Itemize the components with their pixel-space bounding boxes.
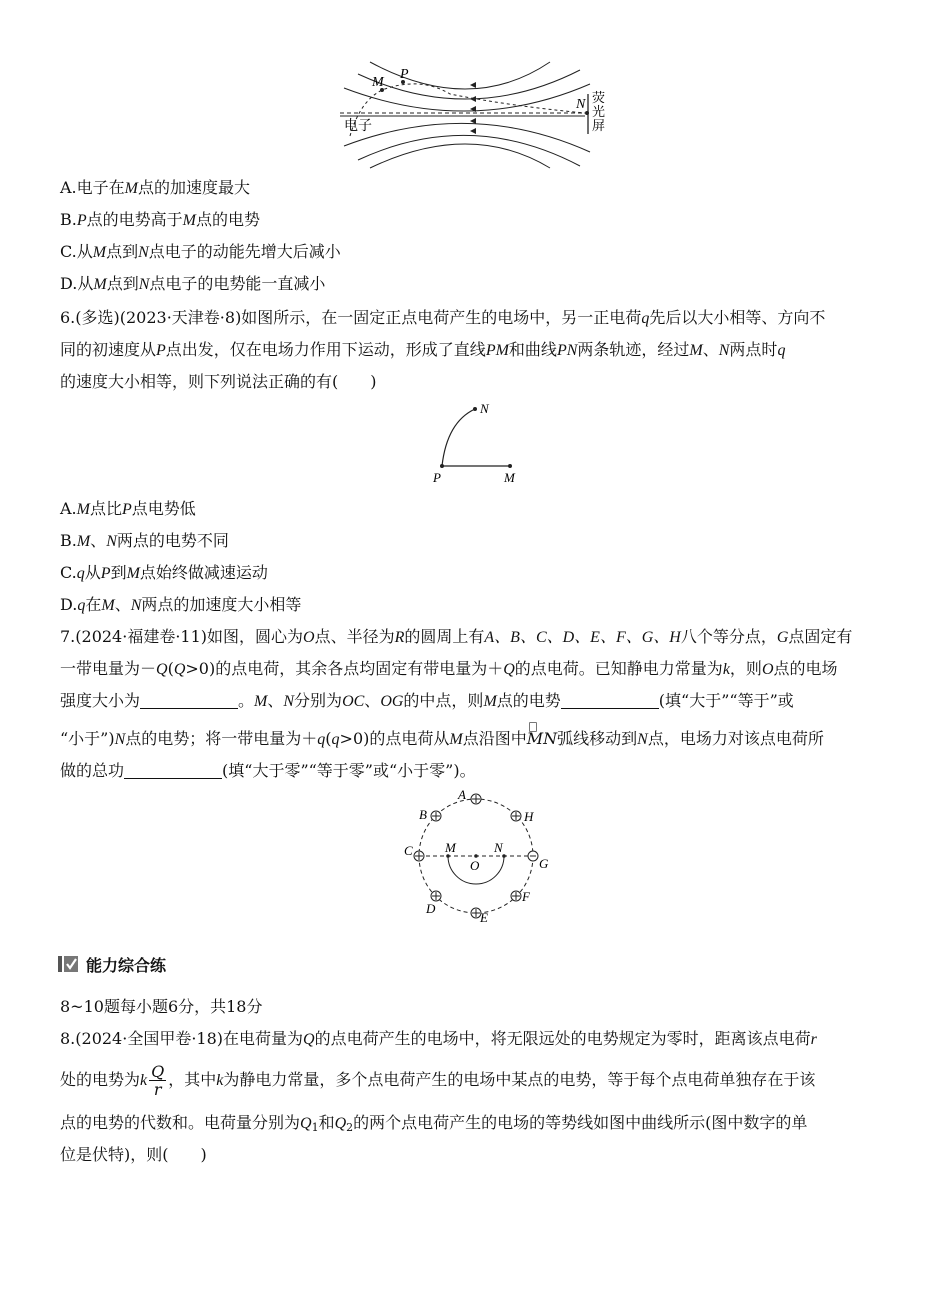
q7-blank-1[interactable] xyxy=(140,690,238,709)
q7-fig-label-M: M xyxy=(445,840,456,855)
score-line: 8~10题每小题6分，共18分 xyxy=(60,997,263,1016)
q7-stem-line-3: 强度大小为 。M、N分别为OC、OG的中点，则M点的电势 (填“大于”“等于”或 xyxy=(60,691,794,710)
fraction-q-over-r: $\frac{Q}{r}$ xyxy=(151,1062,165,1099)
q6-stem-line-1: 6.(多选)(2023·天津卷·8)如图所示，在一固定正点电荷产生的电场中，另一正电荷q先后以大小相等、方向不 xyxy=(60,308,826,327)
q5-option-c: C.从M点到N点电子的动能先增大后减小 xyxy=(60,242,341,261)
q6-stem-line-3: 的速度大小相等，则下列说法正确的有( ) xyxy=(60,372,377,391)
q6-option-b: B.M、N两点的电势不同 xyxy=(60,531,229,550)
q7-fig-label-E: E xyxy=(480,910,488,925)
q5-option-d: D.从M点到N点电子的电势能一直减小 xyxy=(60,274,326,293)
q6-fig-label-M: M xyxy=(504,470,515,485)
q7-fig-label-H: H xyxy=(524,809,534,824)
q7-blank-3[interactable] xyxy=(124,760,222,779)
figure-electron-field xyxy=(330,56,620,168)
q6-stem-line-2: 同的初速度从P点出发，仅在电场力作用下运动，形成了直线PM和曲线PN两条轨迹，经过M、N两点时q xyxy=(60,340,786,359)
q7-fig-label-B: B xyxy=(419,807,427,822)
q7-fig-label-A: A xyxy=(458,787,466,802)
q7-fig-label-G: G xyxy=(539,856,549,871)
fig1-label-P: P xyxy=(400,67,409,82)
fig1-label-screen-3: 屏 xyxy=(592,118,606,133)
q8-stem-line-4: 位是伏特)，则( ) xyxy=(60,1145,207,1164)
fig1-label-M: M xyxy=(372,75,384,90)
q6-fig-label-N: N xyxy=(480,401,489,416)
q6-fig-label-P: P xyxy=(433,470,441,485)
fig1-label-N: N xyxy=(576,97,586,112)
q7-stem-line-4: “小于”)N点的电势；将一带电量为＋q(q>0)的点电荷从M点沿图中MN弧线移动到N点，电场力对该点电荷所 xyxy=(60,729,824,748)
q6-option-d: D.q在M、N两点的加速度大小相等 xyxy=(60,595,302,614)
fig1-label-screen-2: 光 xyxy=(592,104,606,119)
checkmark-box-icon xyxy=(58,954,80,974)
arc-mn-symbol: MN xyxy=(526,729,558,748)
figure-q6-trajectories xyxy=(425,400,535,486)
section-title: 能力综合练 xyxy=(86,955,167,975)
q8-stem-line-3: 点的电势的代数和。电荷量分别为$Q_1$和$Q_2$的两个点电荷产生的电场的等势线如图中曲线所示(图中数字的单 xyxy=(60,1113,808,1134)
q8-stem-line-2: 处的电势为k $\frac{Q}{r}$ ，其中k为静电力常量，多个点电荷产生的电场中某点的电势，等于每个点电荷单独存在于该 xyxy=(60,1062,816,1099)
q7-fig-label-N: N xyxy=(494,840,503,855)
figure-q7-circle-charges xyxy=(400,786,550,926)
q7-fig-label-C: C xyxy=(404,843,413,858)
q7-fig-label-D: D xyxy=(426,901,436,916)
q6-option-c: C.q从P到M点始终做减速运动 xyxy=(60,563,268,582)
q7-stem-line-2: 一带电量为－Q(Q>0)的点电荷，其余各点均固定有带电量为＋Q的点电荷。已知静电力常量为k，则O点的电场 xyxy=(60,659,838,678)
section-heading xyxy=(58,952,166,976)
q5-option-a: A.电子在M点的加速度最大 xyxy=(60,178,250,197)
q7-stem-line-5: 做的总功 (填“大于零”“等于零”或“小于零”)。 xyxy=(60,761,476,780)
fig1-label-electron: 电子 xyxy=(344,119,372,134)
q6-option-a: A.M点比P点电势低 xyxy=(60,499,196,518)
q7-stem-line-1: 7.(2024·福建卷·11)如图，圆心为O点、半径为R的圆周上有A、B、C、D、E、F、G、H八个等分点，G点固定有 xyxy=(60,627,853,646)
q7-fig-label-F: F xyxy=(522,889,530,904)
q7-blank-2[interactable] xyxy=(561,690,659,709)
q7-fig-label-O: O xyxy=(470,858,480,873)
q8-stem-line-1: 8.(2024·全国甲卷·18)在电荷量为Q的点电荷产生的电场中，将无限远处的电势规定为零时，距离该点电荷r xyxy=(60,1029,817,1048)
fig1-label-screen-1: 荧 xyxy=(592,90,606,105)
q5-option-b: B.P点的电势高于M点的电势 xyxy=(60,210,260,229)
